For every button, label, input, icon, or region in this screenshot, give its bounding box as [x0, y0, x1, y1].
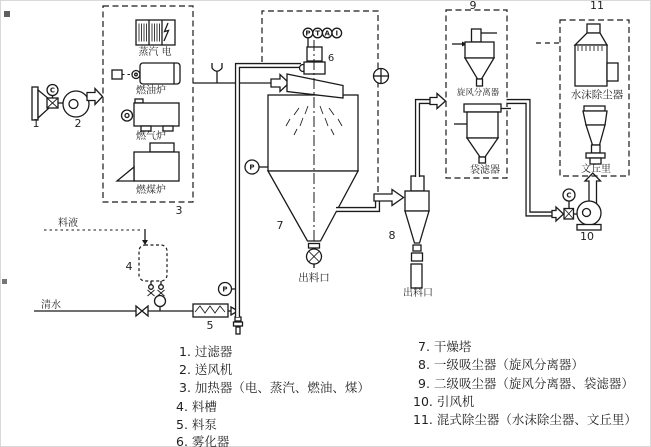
venturi-label: 文丘里 [581, 164, 611, 175]
tank-outlet-valves [148, 281, 166, 311]
drying-tower [268, 74, 358, 241]
duct-arrow [430, 94, 446, 109]
tower-discharge-valve [307, 244, 322, 269]
water-mist-remover-label: 水沫除尘器 [570, 89, 624, 101]
label-7: 7 [276, 219, 284, 232]
label-3: 3 [175, 204, 183, 217]
exhaust-arrow [585, 173, 601, 204]
cyclone-outlet-label: 出料口 [403, 288, 433, 299]
legend-item-8: 8. 一级吸尘器（旋风分离器） [418, 357, 584, 372]
steam-electric-heater-icon [136, 20, 175, 45]
legend-item-9: 9. 二级吸尘器（旋风分离器、袋滤器） [418, 376, 634, 391]
oil-furnace-label: 燃油炉 [136, 85, 166, 97]
gauge-letter: C [49, 86, 56, 95]
venturi-icon [583, 106, 607, 164]
cyclone-exhaust-duct [418, 94, 446, 178]
gauge-letter: P [249, 163, 255, 172]
clean-water-label: 清水 [41, 300, 61, 311]
atomizer-icon [300, 47, 326, 74]
coal-furnace-icon [117, 143, 179, 181]
tower-outlet-label: 出料口 [298, 272, 330, 284]
gauge-letter: P [222, 285, 228, 294]
induced-draft-fan-icon [577, 173, 601, 230]
label-9: 9 [469, 0, 477, 12]
bag-filter-label: 袋滤器 [470, 165, 500, 176]
collector-to-fan-duct [507, 102, 564, 222]
damper-icon [374, 69, 389, 84]
label-2: 2 [74, 117, 82, 130]
cyclone-8-icon [405, 176, 429, 288]
label-11: 11 [590, 0, 604, 12]
water-valve-icon [136, 306, 148, 316]
steam-electric-label: 蒸汽 电 [138, 47, 172, 58]
label-6: 6 [327, 53, 335, 64]
duct-arrow [552, 207, 564, 221]
label-8: 8 [388, 229, 396, 242]
coal-furnace-label: 燃煤炉 [136, 185, 166, 196]
legend-item-5: 5. 料泵 [176, 417, 217, 432]
hot-air-arrow [271, 75, 289, 92]
legend-item-2: 2. 送风机 [179, 362, 233, 377]
c-gauge-blower [47, 85, 58, 99]
inlet-valve-icon [47, 98, 58, 108]
legend-item-11: 11. 混式除尘器（水沫除尘器、文丘里） [413, 412, 637, 427]
label-1: 1 [32, 117, 40, 130]
oil-furnace-icon [112, 63, 180, 84]
legend-item-1: 1. 过滤器 [179, 344, 233, 359]
legend-item-3: 3. 加热器（电、蒸汽、燃油、煤） [179, 380, 370, 395]
legend-item-7: 7. 干燥塔 [418, 339, 472, 354]
gas-furnace-icon [122, 99, 180, 131]
ptai-instruments [303, 28, 341, 47]
feed-pump-icon [193, 304, 238, 317]
gas-furnace-label: 燃气炉 [136, 131, 166, 142]
bag-filter-icon [454, 104, 511, 163]
fan-inlet-valve-icon [564, 209, 578, 220]
p-gauge-feed-pipe [219, 283, 236, 296]
label-5: 5 [206, 319, 214, 332]
legend-item-6: 6. 雾化器 [176, 434, 230, 447]
gauge-letter: T [315, 29, 320, 38]
feed-tank-icon [139, 229, 167, 281]
scan-artifact [2, 279, 7, 284]
scan-artifact [4, 11, 10, 17]
gauge-letter: C [566, 191, 572, 200]
legend-item-10: 10. 引风机 [413, 394, 475, 409]
legend [176, 339, 637, 447]
label-10: 10 [580, 230, 594, 243]
feed-liquid-label: 料液 [58, 218, 78, 229]
cyclone-separator-label: 旋风分离器 [456, 88, 500, 98]
legend-item-4: 4. 料槽 [176, 399, 217, 414]
gauge-letter: A [324, 29, 330, 38]
drain-nozzle-icon [234, 317, 243, 334]
c-gauge-fan [563, 189, 575, 209]
gauge-letter: P [305, 29, 311, 38]
cyclone-separator-icon [452, 29, 497, 86]
water-mist-remover-icon [575, 24, 618, 86]
p-gauge-tower [245, 160, 268, 174]
gauge-letter: I [335, 29, 339, 38]
label-4: 4 [125, 260, 133, 273]
blower-icon [63, 89, 103, 118]
